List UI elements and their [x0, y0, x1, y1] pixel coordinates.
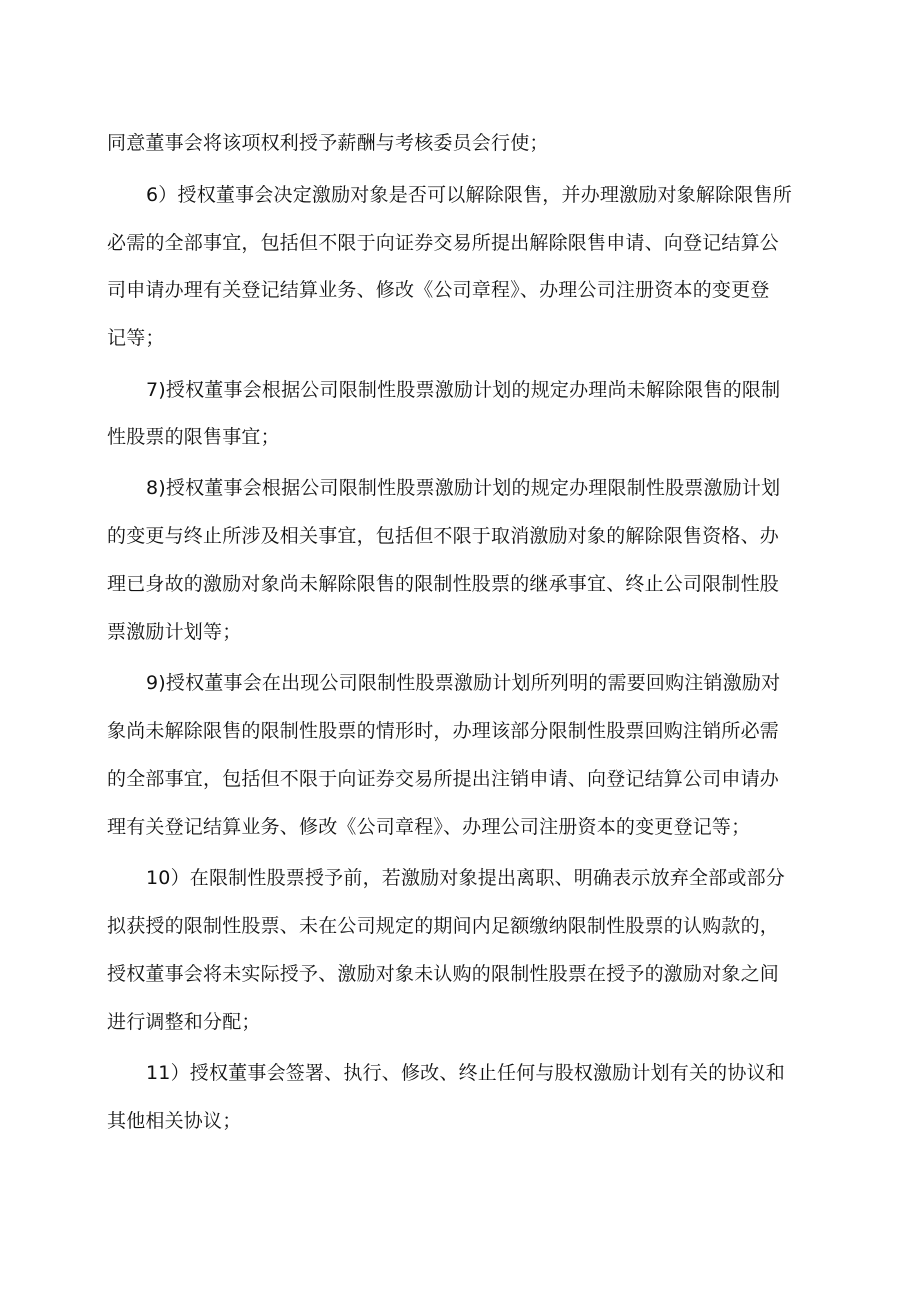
text-line: 其他相关协议；: [107, 1110, 242, 1132]
text-line: 6）授权董事会决定激励对象是否可以解除限售，并办理激励对象解除限售所: [146, 184, 792, 206]
text-line: 同意董事会将该项权利授予薪酬与考核委员会行使；: [107, 132, 549, 154]
text-line: 7)授权董事会根据公司限制性股票激励计划的规定办理尚未解除限售的限制: [146, 379, 781, 401]
text-line: 必需的全部事宜，包括但不限于向证券交易所提出解除限售申请、向登记结算公: [107, 232, 780, 254]
text-line: 的变更与终止所涉及相关事宜，包括但不限于取消激励对象的解除限售资格、办: [107, 525, 780, 547]
text-line: 9)授权董事会在出现公司限制性股票激励计划所列明的需要回购注销激励对: [146, 672, 781, 694]
text-line: 理有关登记结算业务、修改《公司章程》、办理公司注册资本的变更登记等；: [107, 816, 751, 838]
text-line: 理已身故的激励对象尚未解除限售的限制性股票的继承事宜、终止公司限制性股: [107, 573, 780, 595]
text-line: 授权董事会将未实际授予、激励对象未认购的限制性股票在授予的激励对象之间: [107, 963, 780, 985]
text-line: 性股票的限售事宜；: [107, 426, 280, 448]
text-line: 的全部事宜，包括但不限于向证券交易所提出注销申请、向登记结算公司申请办: [107, 768, 780, 790]
text-line: 记等；: [107, 327, 165, 349]
text-line: 8)授权董事会根据公司限制性股票激励计划的规定办理限制性股票激励计划: [146, 477, 781, 499]
text-line: 11）授权董事会签署、执行、修改、终止任何与股权激励计划有关的协议和: [146, 1062, 785, 1084]
text-line: 象尚未解除限售的限制性股票的情形时，办理该部分限制性股票回购注销所必需: [107, 720, 780, 742]
text-line: 票激励计划等；: [107, 621, 242, 643]
text-line: 拟获授的限制性股票、未在公司规定的期间内足额缴纳限制性股票的认购款的，: [107, 915, 780, 937]
text-line: 进行调整和分配；: [107, 1011, 261, 1033]
text-line: 司申请办理有关登记结算业务、修改《公司章程》、办理公司注册资本的变更登: [107, 279, 770, 301]
text-line: 10）在限制性股票授予前，若激励对象提出离职、明确表示放弃全部或部分: [146, 867, 785, 889]
